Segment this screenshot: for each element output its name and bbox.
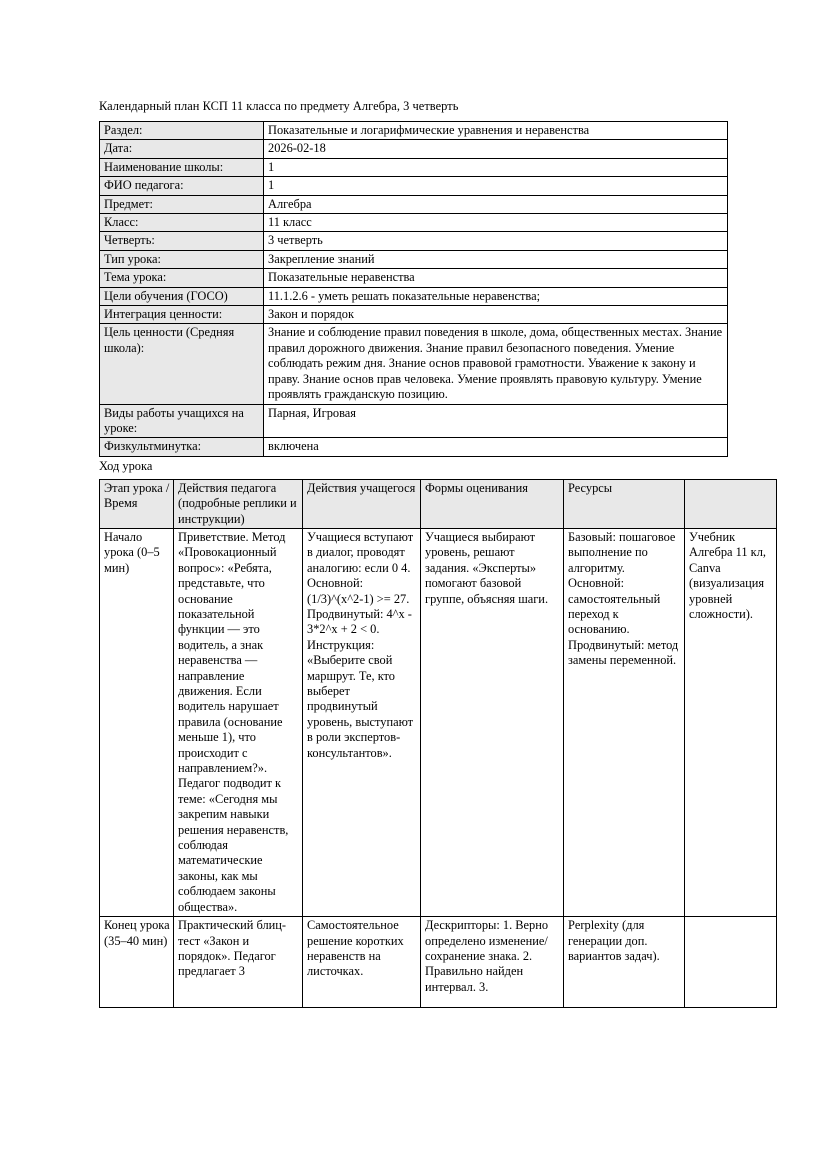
info-label: Интеграция ценности: [100, 306, 264, 324]
table-row [100, 122, 728, 140]
table-row [100, 306, 728, 324]
info-label: Цели обучения (ГОСО) [100, 287, 264, 305]
column-header-extra [685, 479, 777, 528]
table-header-row [100, 479, 777, 528]
page-title: Календарный план КСП 11 класса по предмету Алгебра, 3 четверть [99, 99, 459, 113]
table-row [100, 287, 728, 305]
info-value: Показательные и логарифмические уравнения и неравенства [264, 122, 728, 140]
table-row [100, 214, 728, 232]
table-row [100, 195, 728, 213]
cell-resources: Базовый: пошаговое выполнение по алгоритму. Основной: самостоятельный переход к основанию. Продвинутый: метод замены переменной. [564, 528, 685, 916]
info-value: 3 четверть [264, 232, 728, 250]
cell-resources: Perplexity (для генерации доп. вариантов задач). [564, 917, 685, 1008]
cell-stage: Конец урока (35–40 мин) [100, 917, 174, 1008]
cell-teacher-actions: Приветствие. Метод «Провокационный вопрос»: «Ребята, представьте, что основание показательной функции — это водитель, а знак неравенства — направление движения. Если водитель нарушает правила (основание меньше 1), что происходит с направлением?». Педагог подводит к теме: «Сегодня мы закрепим навыки решения неравенств, соблюдая математические законы, как мы соблюдаем законы общества». [174, 528, 303, 916]
info-value: Закрепление знаний [264, 250, 728, 268]
column-header-stage: Этап урока / Время [100, 479, 174, 528]
info-value: Алгебра [264, 195, 728, 213]
info-value: Парная, Игровая [264, 404, 728, 438]
info-label: Физкультминутка: [100, 438, 264, 456]
column-header-resources: Ресурсы [564, 479, 685, 528]
table-row [100, 158, 728, 176]
info-label: Класс: [100, 214, 264, 232]
info-label: Раздел: [100, 122, 264, 140]
table-row [100, 232, 728, 250]
info-value: Знание и соблюдение правил поведения в школе, дома, общественных местах. Знание правил дорожного движения. Знание правил безопасного поведения. Умение соблюдать режим дня. Знание основ правовой грамотности. Уважение к закону и праву. Знание основ прав человека. Умение проявлять правовую культуру. Умение проявлять гражданскую позицию. [264, 324, 728, 404]
table-row [100, 140, 728, 158]
table-row [100, 917, 777, 1008]
column-header-assessment: Формы оценивания [421, 479, 564, 528]
table-row [100, 324, 728, 404]
info-value: включена [264, 438, 728, 456]
lesson-flow-table [99, 479, 777, 1008]
column-header-teacher-actions: Действия педагога (подробные реплики и инструкции) [174, 479, 303, 528]
info-value: 1 [264, 158, 728, 176]
info-label: Дата: [100, 140, 264, 158]
lesson-info-table [99, 121, 728, 457]
info-value: Закон и порядок [264, 306, 728, 324]
table-row [100, 528, 777, 916]
info-label: Тип урока: [100, 250, 264, 268]
column-header-student-actions: Действия учащегося [303, 479, 421, 528]
info-label: ФИО педагога: [100, 177, 264, 195]
cell-teacher-actions: Практический блиц-тест «Закон и порядок». Педагог предлагает 3 [174, 917, 303, 1008]
info-label: Наименование школы: [100, 158, 264, 176]
table-row [100, 177, 728, 195]
info-label: Четверть: [100, 232, 264, 250]
info-value: 2026-02-18 [264, 140, 728, 158]
table-row [100, 404, 728, 438]
cell-stage: Начало урока (0–5 мин) [100, 528, 174, 916]
info-label: Виды работы учащихся на уроке: [100, 404, 264, 438]
table-row [100, 250, 728, 268]
cell-student-actions: Самостоятельное решение коротких неравенств на листочках. [303, 917, 421, 1008]
lesson-flow-heading: Ход урока [99, 458, 153, 473]
info-value: Показательные неравенства [264, 269, 728, 287]
info-value: 11.1.2.6 - уметь решать показательные неравенства; [264, 287, 728, 305]
info-label: Предмет: [100, 195, 264, 213]
cell-assessment: Дескрипторы: 1. Верно определено изменение/сохранение знака. 2. Правильно найден интервал. 3. [421, 917, 564, 1008]
cell-extra: Учебник Алгебра 11 кл, Canva (визуализация уровней сложности). [685, 528, 777, 916]
info-label: Цель ценности (Средняя школа): [100, 324, 264, 404]
info-table-body [100, 122, 728, 457]
flow-table-body [100, 528, 777, 1007]
info-label: Тема урока: [100, 269, 264, 287]
info-value: 1 [264, 177, 728, 195]
cell-assessment: Учащиеся выбирают уровень, решают задания. «Эксперты» помогают базовой группе, объясняя шаги. [421, 528, 564, 916]
cell-extra [685, 917, 777, 1008]
cell-student-actions: Учащиеся вступают в диалог, проводят аналогию: если 0 4. Основной: (1/3)^(x^2-1) >= 27. Продвинутый: 4^x - 3*2^x + 2 < 0. Инструкция: «Выберите свой маршрут. Те, кто выберет продвинутый уровень, выступают в роли экспертов-консультантов». [303, 528, 421, 916]
info-value: 11 класс [264, 214, 728, 232]
table-row [100, 269, 728, 287]
table-row [100, 438, 728, 456]
flow-table-head [100, 479, 777, 528]
